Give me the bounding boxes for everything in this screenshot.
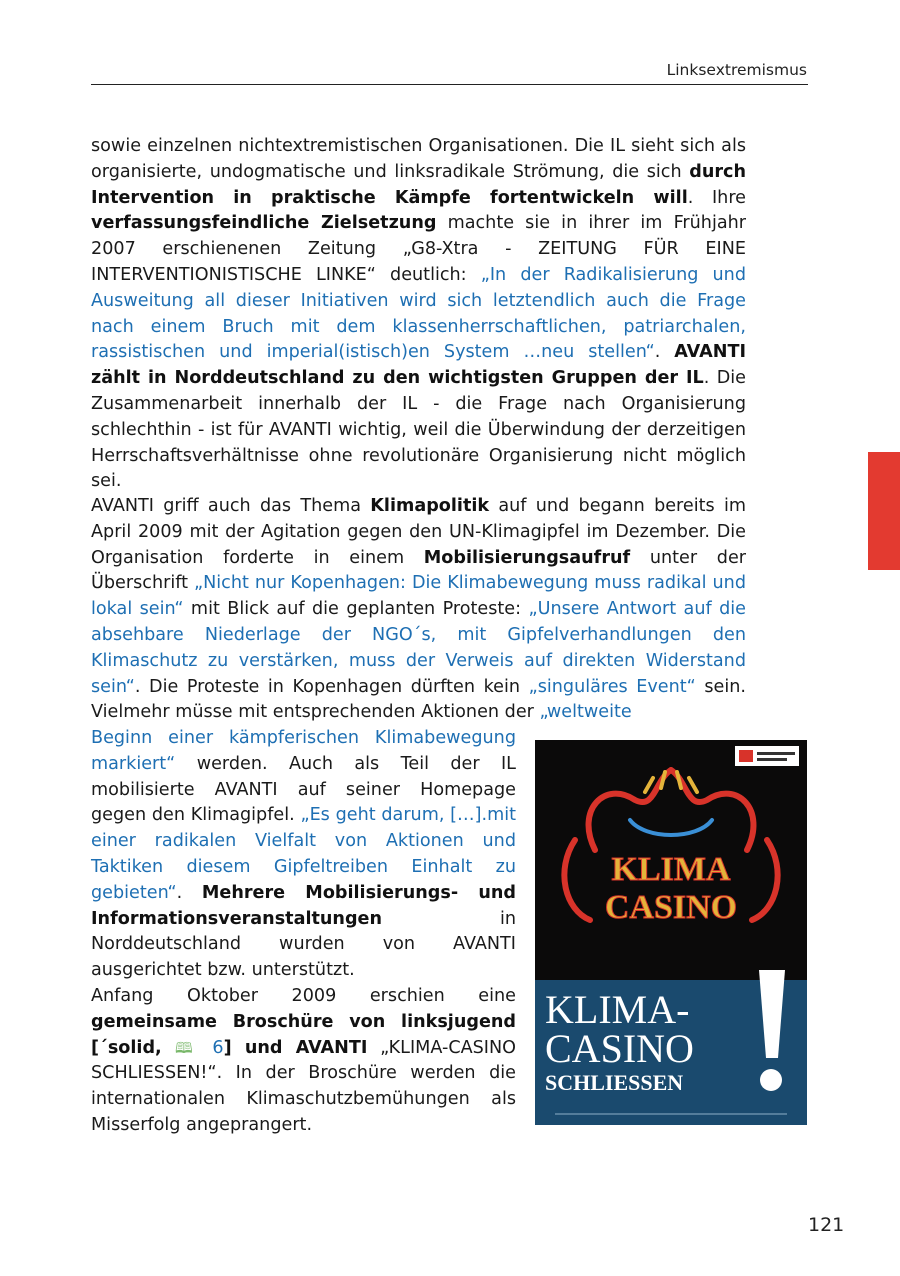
- quote-text: „Unsere Antwort auf die absehbare Niederlage der NGO´s, mit Gipfelverhandlungen den Klimaschutz zu verstärken, muss der Verweis auf direkten Widerstand sein“: [91, 599, 746, 697]
- text-segment: werden. Auch als Teil der IL mobilisierte AVANTI auf seiner Homepage gegen den Klimagipfel.: [91, 753, 516, 826]
- text-segment: unter der Überschrift: [91, 547, 746, 594]
- text-segment: auf und begann bereits im April 2009 mit der Agitation gegen den UN-Klimagipfel im Dezember. Die Organisation forderte in einem: [91, 496, 746, 568]
- bold-text: Mobilisierungsaufruf: [423, 547, 631, 568]
- bold-text: Klimapolitik: [370, 496, 490, 516]
- text-segment: Anfang Oktober 2009 erschien eine: [91, 986, 516, 1006]
- text-segment: „KLIMA-CASINO SCHLIESSEN!“. In der Broschüre werden die internationalen Klimaschutzbemühungen als Misserfolg angeprangert.: [91, 1037, 517, 1135]
- text-segment: .: [176, 882, 202, 903]
- bold-text: ] und AVANTI: [223, 1037, 368, 1058]
- quote-text: „Es geht darum, […].mit einer radikalen Vielfalt von Aktionen und Taktiken diesem Gipfeltreiben Einhalt zu gebieten“: [91, 805, 517, 903]
- text-segment: . Ihre: [687, 187, 746, 208]
- text-segment: machte sie in ihrer im Frühjahr 2007 erschienenen Zeitung „G8-Xtra - ZEITUNG FÜR EINE INTERVENTIONISTISCHE LINKE“ deutlich:: [91, 213, 746, 285]
- text-segment: mit Blick auf die geplanten Proteste:: [183, 599, 529, 620]
- bold-text: Mehrere Mobilisierungs- und Informationsveranstaltungen: [91, 882, 516, 929]
- exclamation-dot: [760, 1069, 782, 1091]
- neon-text-casino: CASINO: [604, 889, 738, 926]
- cover-title-casino: CASINO: [545, 1026, 694, 1071]
- reference-number: 6: [199, 1037, 224, 1058]
- bold-text: durch Intervention in praktische Kämpfe fortentwickeln will: [91, 161, 746, 208]
- header-rule: [91, 84, 808, 85]
- paragraph-2: [91, 494, 746, 726]
- bold-text: gemeinsame Broschüre von linksjugend [´solid,: [91, 1011, 516, 1058]
- quote-text: „singuläres Event“: [528, 676, 696, 697]
- text-segment: sowie einzelnen nichtextremistischen Organisationen. Die IL sieht sich als organisierte, undogmatische und linksradikale Strömung, die sich: [91, 136, 746, 182]
- quote-text: „In der Radikalisierung und Ausweitung all dieser Initiativen wird sich letztendlich auch die Frage nach einem Bruch mit dem klassenherrschaftlichen, patriarchalen, rassistischen und imperial(istisch)en System …neu stellen“: [91, 264, 746, 363]
- bold-text: verfassungsfeindliche Zielsetzung: [91, 213, 437, 234]
- paragraph-3: [91, 984, 516, 1139]
- brochure-cover-image: [535, 740, 807, 1125]
- cover-title-klima: KLIMA-: [545, 987, 690, 1032]
- page-number: 121: [808, 1214, 845, 1236]
- book-reference-icon: 🕮: [174, 1038, 200, 1057]
- text-segment: .: [654, 342, 675, 363]
- quote-text: Beginn einer kämpferischen Klimabewegung markiert“: [91, 728, 516, 774]
- text-segment: . Die Zusammenarbeit innerhalb der IL - die Frage nach Organisierung schlechthin - ist für AVANTI wichtig, weil die Überwindung der derzeitigen Herrschaftsverhältnisse ohne revolutionäre Organisierung nicht möglich sei.: [91, 368, 746, 492]
- quote-text: „Nicht nur Kopenhagen: Die Klimabewegung muss radikal und lokal sein“: [91, 573, 747, 620]
- publisher-logo-mark: [739, 750, 753, 762]
- running-header: Linksextremismus: [666, 61, 807, 79]
- paragraph-2-continued: [91, 726, 516, 984]
- neon-text-klima: KLIMA: [611, 851, 731, 888]
- chapter-tab-marker: [868, 452, 900, 570]
- paragraph-1: [91, 134, 746, 495]
- text-segment: in Norddeutschland wurden von AVANTI ausgerichtet bzw. unterstützt.: [91, 908, 516, 981]
- text-segment: AVANTI griff auch das Thema: [91, 496, 371, 516]
- text-segment: . Die Proteste in Kopenhagen dürften kein: [134, 676, 529, 697]
- quote-text: „weltweite: [539, 702, 632, 723]
- bold-text: AVANTI zählt in Norddeutschland zu den wichtigsten Gruppen der IL: [91, 342, 746, 389]
- text-segment: sein. Vielmehr müsse mit entsprechenden Aktionen der: [91, 676, 746, 723]
- cover-title-schliessen: SCHLIESSEN: [545, 1070, 684, 1095]
